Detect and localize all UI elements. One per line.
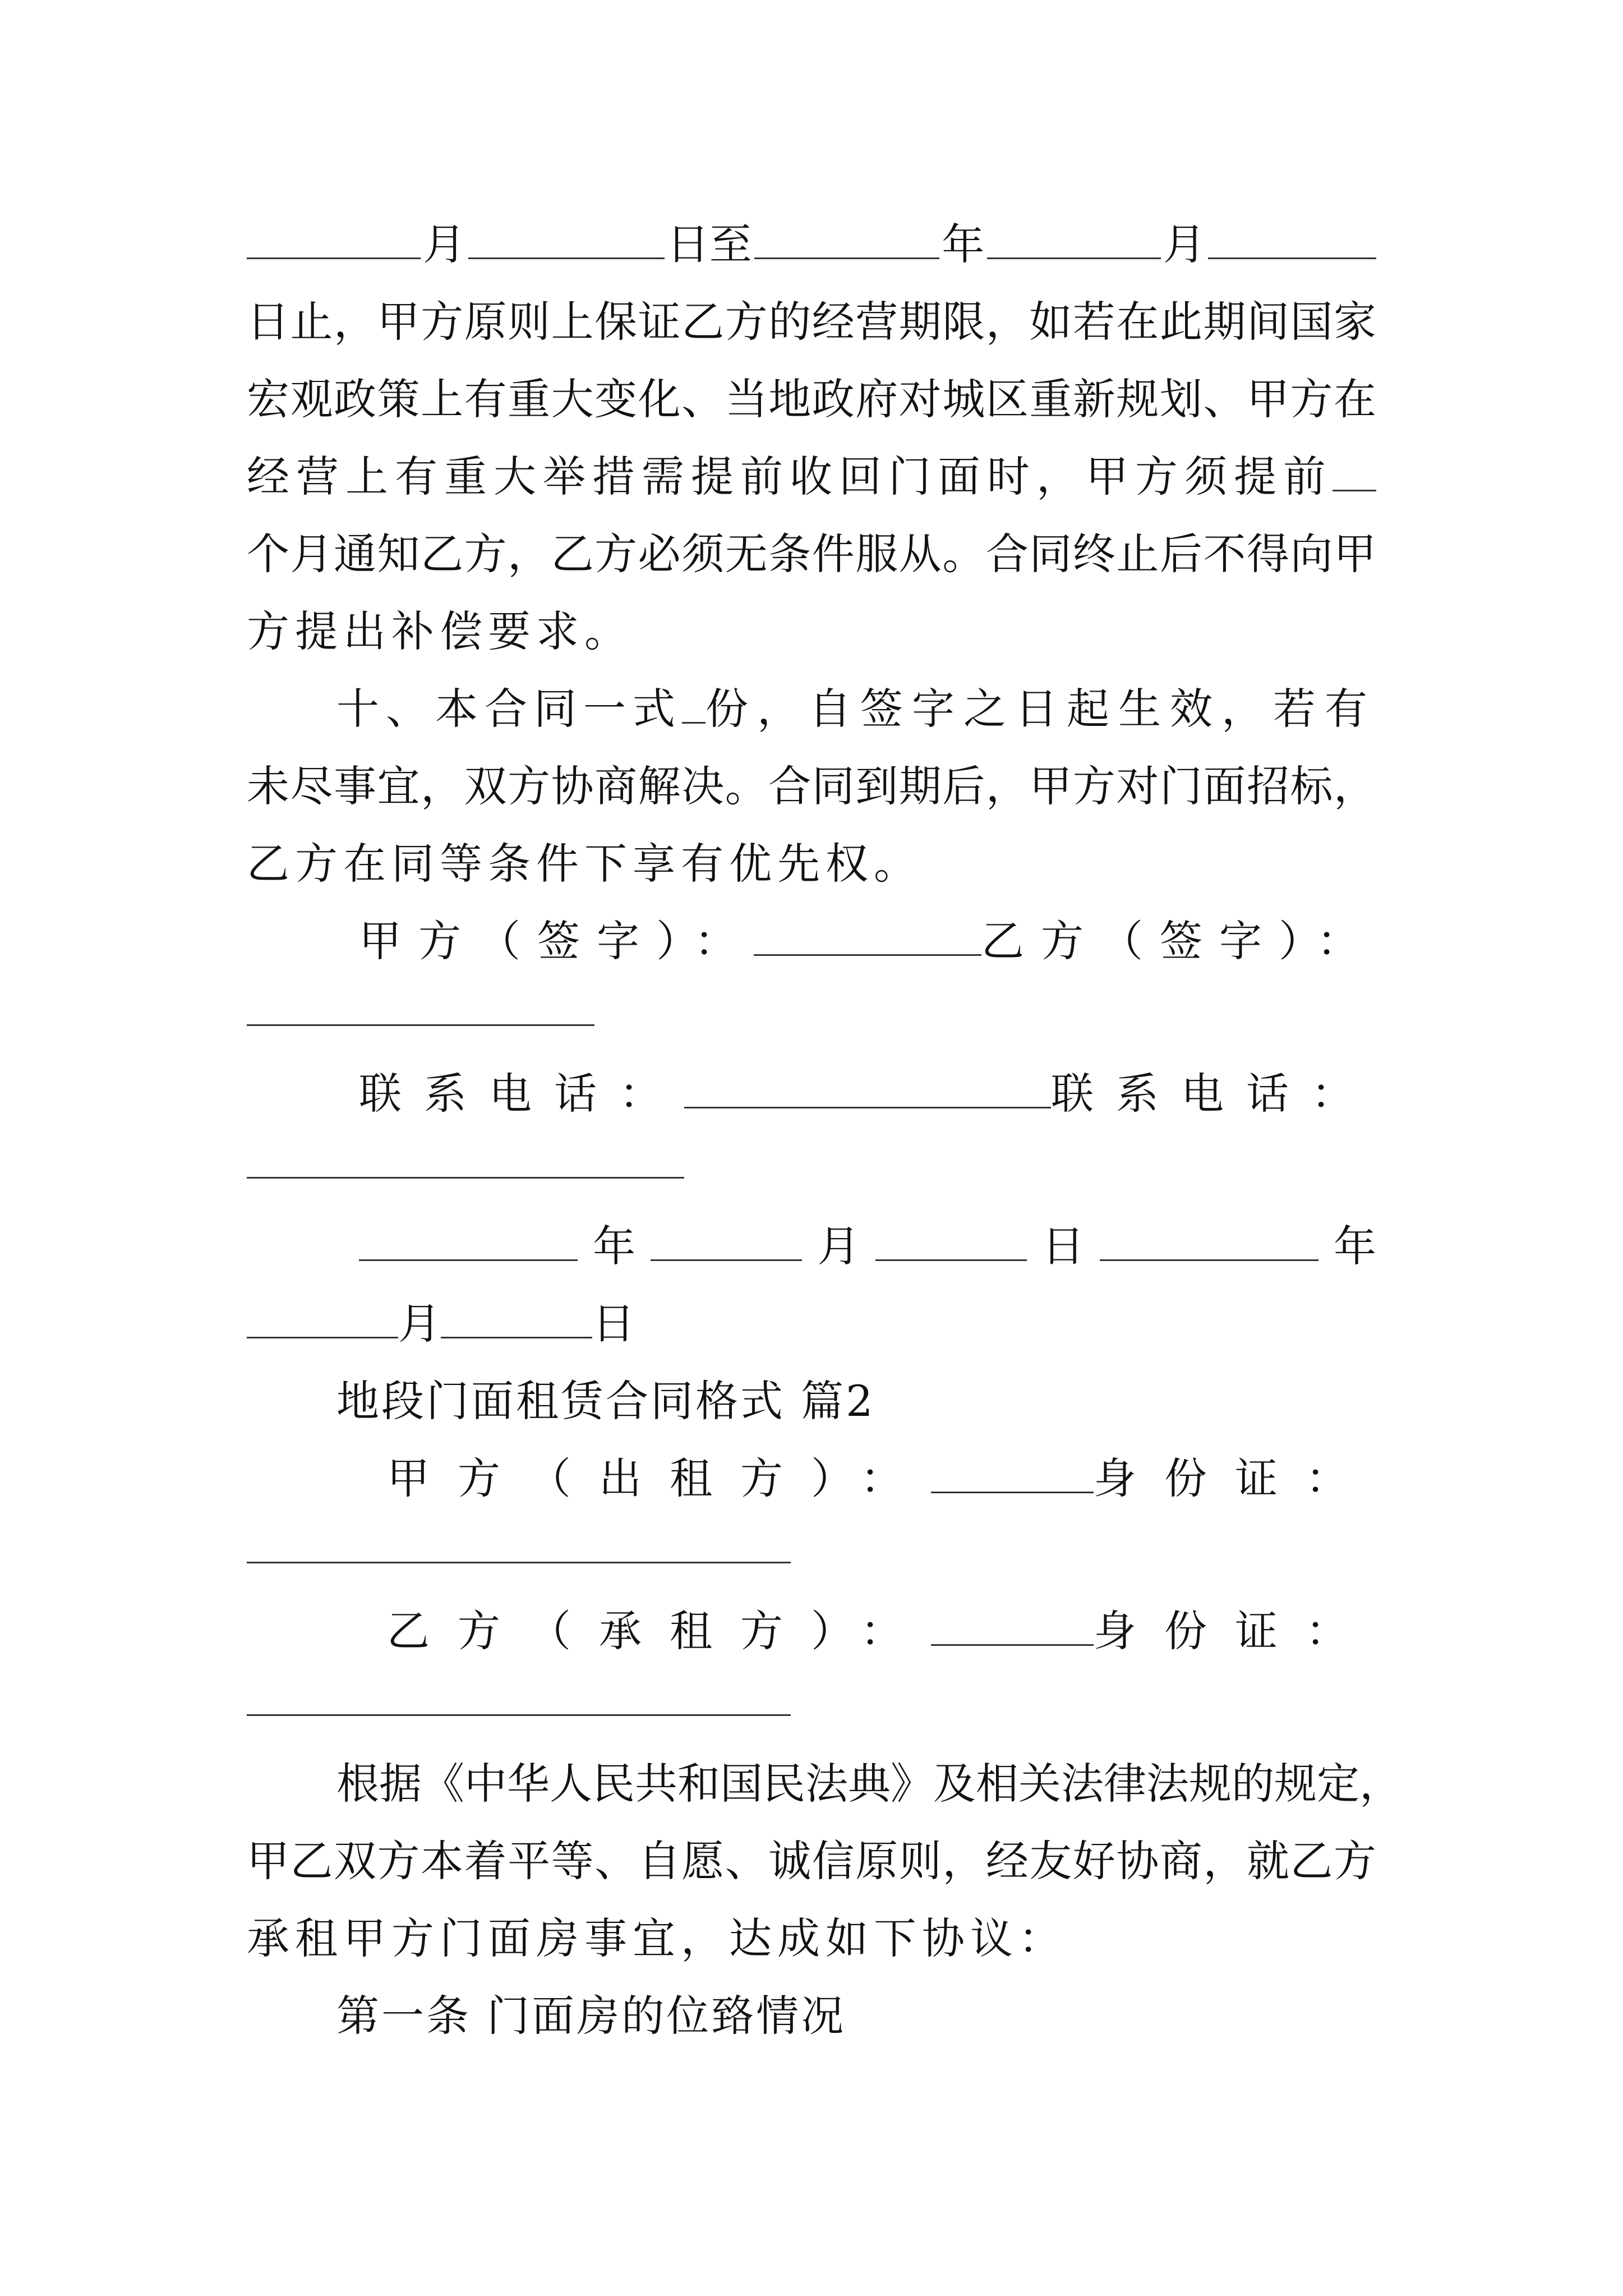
blank	[754, 217, 939, 259]
lessor-id-blank[interactable]	[247, 1562, 791, 1563]
party-a-sign-label: 甲方（签字）：	[359, 916, 754, 966]
paragraph-line: 根据《中华人民共和国民法典》及相关法律法规的规定，	[336, 1759, 1402, 1809]
paragraph-text: 份，自签字之日起生效，若有	[706, 684, 1376, 734]
paragraph-line: 个月通知乙方，乙方必须无条件服从。合同终止后不得向甲	[247, 529, 1376, 579]
phone-blank[interactable]	[247, 1177, 684, 1179]
blank	[875, 1219, 1027, 1261]
lessee-line	[387, 1600, 1376, 1662]
lessee-name-blank[interactable]	[931, 1604, 1094, 1646]
phone-line	[359, 1063, 1376, 1125]
signature-line	[359, 910, 1376, 972]
text-day-to: 日至	[666, 219, 752, 269]
blank	[1332, 449, 1376, 491]
paragraph-text: 经营上有重大举措需提前收回门面时，甲方须提前	[247, 452, 1332, 501]
paragraph-line: 乙方在同等条件下享有优先权。	[247, 839, 922, 889]
paragraph-line: 日止，甲方原则上保证乙方的经营期限，如若在此期间国家	[247, 297, 1376, 347]
party-b-sign-label: 乙方（签字）：	[981, 916, 1376, 966]
phone-a-label: 联系电话：	[359, 1069, 684, 1119]
blank	[651, 1219, 802, 1261]
paragraph-line: 承租甲方门面房事宜，达成如下协议：	[247, 1913, 1067, 1963]
lessor-label: 甲方（出租方）：	[387, 1453, 931, 1503]
lessor-line	[387, 1448, 1376, 1510]
blank	[987, 217, 1161, 259]
date-line	[247, 1293, 635, 1355]
paragraph-line: 甲乙双方本着平等、自愿、诚信原则，经友好协商，就乙方	[247, 1836, 1376, 1886]
text-month: 月	[817, 1221, 860, 1271]
blank	[359, 1219, 578, 1261]
blank	[468, 217, 665, 259]
date-range-line	[247, 214, 1376, 275]
lessee-label: 乙方（承租方）：	[387, 1606, 931, 1656]
signature-blank[interactable]	[754, 914, 981, 956]
lessor-id-label: 身份证：	[1094, 1453, 1376, 1503]
phone-b-label: 联系电话：	[1051, 1069, 1376, 1119]
blank	[247, 217, 421, 259]
paragraph-line	[247, 446, 1376, 508]
lessee-id-blank[interactable]	[247, 1714, 791, 1716]
paragraph-text: 十、本合同一式	[336, 684, 682, 734]
blank	[441, 1296, 592, 1338]
blank	[1100, 1219, 1318, 1261]
phone-blank[interactable]	[684, 1066, 1051, 1108]
text-year: 年	[1333, 1221, 1376, 1271]
article-heading: 第一条 门面房的位臵情况	[336, 1991, 846, 2041]
date-line	[359, 1216, 1376, 1277]
paragraph-line: 未尽事宜，双方协商解决。合同到期后，甲方对门面招标，	[247, 761, 1376, 811]
signature-blank[interactable]	[247, 1024, 594, 1026]
text-day: 日	[592, 1299, 635, 1349]
text-month: 月	[423, 219, 466, 269]
text-month: 月	[398, 1299, 441, 1349]
section-title: 地段门面租赁合同格式 篇2	[336, 1376, 875, 1426]
paragraph-line: 宏观政策上有重大变化、当地政府对城区重新规划、甲方在	[247, 374, 1376, 424]
blank	[247, 1296, 398, 1338]
text-year: 年	[593, 1221, 636, 1271]
blank	[1208, 217, 1376, 259]
blank	[682, 682, 706, 724]
lessor-name-blank[interactable]	[931, 1451, 1094, 1493]
paragraph-line: 方提出补偿要求。	[247, 606, 633, 656]
text-day: 日	[1041, 1221, 1085, 1271]
lessee-id-label: 身份证：	[1094, 1606, 1376, 1656]
text-year: 年	[942, 219, 985, 269]
text-month: 月	[1163, 219, 1206, 269]
paragraph-line	[336, 678, 1376, 740]
